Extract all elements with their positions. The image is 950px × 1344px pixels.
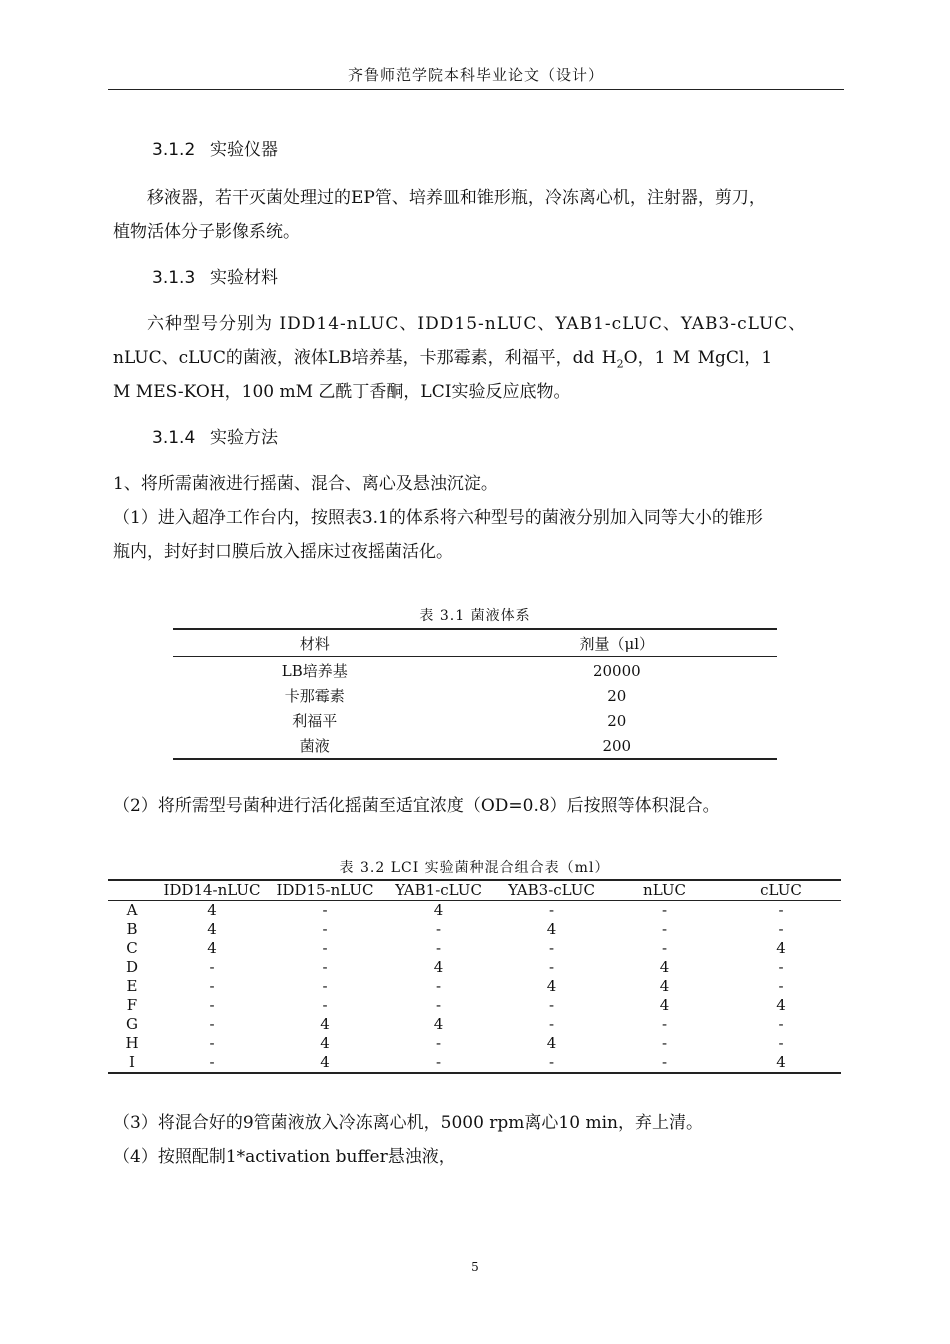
- table-row: [173, 683, 777, 708]
- table-cell: -: [435, 920, 442, 938]
- table-cell: 4: [546, 977, 557, 995]
- table-cell: 4: [433, 901, 444, 919]
- table-row: [173, 657, 777, 684]
- table-cell: 4: [659, 996, 670, 1014]
- section-title: 实验方法: [210, 428, 278, 448]
- table-row: [108, 996, 841, 1015]
- table-cell: -: [322, 920, 328, 938]
- table-cell: 4: [433, 958, 444, 976]
- table-cell: -: [661, 901, 668, 919]
- table-cell: -: [435, 996, 442, 1014]
- table-cell: 20: [607, 686, 627, 705]
- table-cell: -: [322, 939, 328, 957]
- section-number: 3.1.4: [152, 428, 196, 448]
- step-1-1-line1: （1）进入超净工作台内，按照表3.1的体系将六种型号的菌液分别加入同等大小的锥形: [113, 508, 763, 528]
- table1-caption: 表 3.1 菌液体系: [419, 608, 531, 624]
- table-row: [108, 1034, 841, 1053]
- table-cell: -: [322, 977, 328, 995]
- table-cell: -: [209, 996, 215, 1014]
- table-cell: 4: [207, 939, 217, 957]
- table-header-cell: IDD15-nLUC: [276, 881, 374, 899]
- table-cell: -: [548, 939, 555, 957]
- table-cell: -: [661, 1053, 668, 1071]
- table-cell: 4: [320, 1053, 330, 1071]
- table-cell: -: [322, 901, 328, 919]
- section-title: 实验仪器: [210, 140, 278, 160]
- table-cell: -: [548, 996, 555, 1014]
- table-cell: 4: [659, 977, 670, 995]
- section-title: 实验材料: [210, 268, 278, 288]
- table-cell: -: [548, 1015, 555, 1033]
- row-label-cell: E: [126, 977, 138, 995]
- table-header-row: [108, 880, 841, 901]
- table-row: [108, 920, 841, 939]
- section-heading-3-1-2: [152, 135, 278, 160]
- subscript-2: 2: [616, 357, 624, 371]
- table-cell: 4: [546, 920, 557, 938]
- table-row: [108, 901, 841, 921]
- table-cell: 20: [607, 711, 627, 730]
- table-cell: -: [209, 1034, 215, 1052]
- row-label-cell: I: [129, 1053, 135, 1071]
- table-header-cell: cLUC: [760, 881, 802, 899]
- table-cell: 4: [776, 996, 786, 1014]
- table-cell: -: [548, 901, 555, 919]
- table-cell: -: [322, 958, 328, 976]
- table2-caption: 表 3.2 LCI 实验菌种混合组合表（ml）: [339, 860, 610, 876]
- row-label-cell: D: [125, 958, 139, 976]
- materials-text-b: O，1 M MgCl，1: [623, 348, 773, 368]
- table-header-cell: 材料: [299, 634, 330, 653]
- step-1-3: （3）将混合好的9管菌液放入冷冻离心机，5000 rpm离心10 min，弃上清。: [113, 1113, 703, 1133]
- table-cell: 4: [207, 901, 217, 919]
- table-cell: -: [209, 1053, 215, 1071]
- table-row: [108, 939, 841, 958]
- table-header-cell: [108, 880, 156, 901]
- header-rule: [108, 89, 844, 90]
- section-heading-3-1-3: [152, 263, 278, 288]
- section-number: 3.1.3: [152, 268, 196, 288]
- step-1-1-line2: 瓶内，封好封口膜后放入摇床过夜摇菌活化。: [113, 542, 453, 562]
- table-cell: 利福平: [292, 712, 338, 730]
- row-label-cell: F: [126, 996, 138, 1014]
- table-cell: -: [661, 1034, 668, 1052]
- materials-paragraph-line3: M MES-KOH，100 mM 乙酰丁香酮，LCI实验反应底物。: [113, 382, 571, 402]
- step-1: 1、将所需菌液进行摇菌、混合、离心及悬浊沉淀。: [113, 474, 498, 494]
- row-label-cell: H: [125, 1034, 139, 1052]
- table-cell: 4: [659, 958, 670, 976]
- table-header-cell: 剂量（μl）: [579, 634, 655, 653]
- row-label-cell: A: [126, 901, 138, 919]
- table-cell: -: [778, 1034, 784, 1052]
- table-3-1: [173, 628, 777, 760]
- table-cell: -: [322, 996, 328, 1014]
- page-header: 齐鲁师范学院本科毕业论文（设计）: [347, 66, 604, 84]
- table-cell: -: [435, 939, 442, 957]
- table-cell: -: [209, 977, 215, 995]
- table-cell: 4: [776, 1053, 786, 1071]
- table-cell: 4: [776, 939, 786, 957]
- table-cell: 菌液: [299, 737, 330, 755]
- table-row: [173, 708, 777, 733]
- table-row: [173, 733, 777, 759]
- table-cell: -: [661, 939, 668, 957]
- table-header-row: [173, 629, 777, 657]
- step-1-2: （2）将所需型号菌种进行活化摇菌至适宜浓度（OD=0.8）后按照等体积混合。: [113, 796, 720, 816]
- table-cell: LB培养基: [281, 662, 348, 680]
- table-header-cell: nLUC: [643, 881, 686, 899]
- table-row: [108, 977, 841, 996]
- table-cell: -: [548, 958, 555, 976]
- row-label-cell: B: [126, 920, 138, 938]
- step-1-4: （4）按照配制1*activation buffer悬浊液，: [113, 1147, 456, 1167]
- materials-paragraph-line2: [113, 341, 845, 375]
- table-cell: -: [435, 1053, 442, 1071]
- table-cell: -: [548, 1053, 555, 1071]
- table-cell: -: [778, 958, 784, 976]
- table-cell: -: [661, 1015, 668, 1033]
- table-cell: 4: [320, 1034, 330, 1052]
- table-cell: 4: [320, 1015, 330, 1033]
- table-row: [108, 1053, 841, 1073]
- table-cell: 20000: [592, 661, 641, 680]
- row-label-cell: G: [126, 1015, 138, 1033]
- table-header-cell: YAB1-cLUC: [395, 881, 482, 899]
- table-cell: -: [661, 920, 668, 938]
- table-cell: -: [778, 977, 784, 995]
- table-row: [108, 958, 841, 977]
- table-cell: -: [778, 1015, 784, 1033]
- table-cell: 200: [602, 736, 632, 755]
- instruments-paragraph-line2: 植物活体分子影像系统。: [113, 222, 300, 242]
- table-header-cell: YAB3-cLUC: [508, 881, 595, 899]
- page-number: 5: [471, 1260, 479, 1274]
- materials-text-a: nLUC、cLUC的菌液，液体LB培养基，卡那霉素，利福平，dd H: [113, 348, 617, 368]
- table-cell: 4: [433, 1015, 444, 1033]
- table-cell: -: [778, 920, 784, 938]
- table-cell: 4: [546, 1034, 557, 1052]
- materials-paragraph-line1: 六种型号分别为 IDD14-nLUC、IDD15-nLUC、YAB1-cLUC、YAB3-cLUC、: [147, 314, 807, 334]
- section-number: 3.1.2: [152, 140, 196, 160]
- table-header-cell: IDD14-nLUC: [163, 881, 261, 899]
- table-cell: -: [435, 977, 442, 995]
- table-cell: 卡那霉素: [284, 687, 345, 705]
- instruments-paragraph-line1: 移液器，若干灭菌处理过的EP管、培养皿和锥形瓶，冷冻离心机，注射器，剪刀，: [147, 188, 766, 208]
- row-label-cell: C: [126, 939, 138, 957]
- section-heading-3-1-4: [152, 423, 278, 448]
- table-cell: -: [778, 901, 784, 919]
- table-3-2: [108, 879, 841, 1074]
- table-cell: -: [435, 1034, 442, 1052]
- table-row: [108, 1015, 841, 1034]
- table-cell: 4: [207, 920, 217, 938]
- table-cell: -: [209, 1015, 215, 1033]
- table-cell: -: [209, 958, 215, 976]
